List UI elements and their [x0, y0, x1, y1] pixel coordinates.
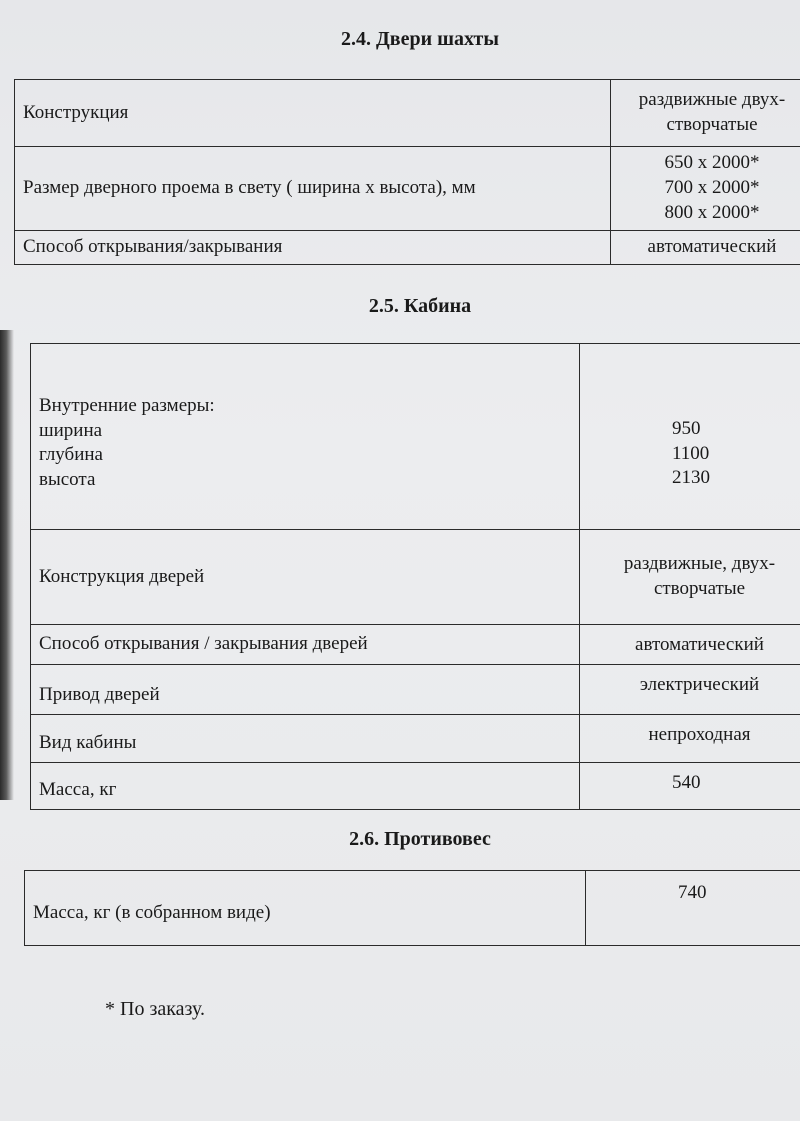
table-row — [31, 665, 800, 715]
row-value: 540 — [580, 763, 800, 810]
row-label: Способ открывания / закрывания дверей — [31, 625, 580, 665]
dimensions-label — [31, 344, 580, 530]
table-row — [15, 80, 800, 147]
table-row — [25, 871, 800, 946]
value-line: 1100 — [672, 442, 710, 464]
table-row — [15, 231, 800, 265]
label-line: ширина — [39, 419, 103, 441]
row-value: непроходная — [580, 715, 800, 763]
value-line: 800 х 2000* — [664, 201, 760, 223]
row-value: 740 — [586, 871, 800, 946]
table-row — [31, 763, 800, 810]
label-line: глубина — [39, 444, 103, 466]
row-value: автоматический — [611, 231, 800, 265]
row-label: Конструкция дверей — [31, 530, 580, 625]
row-label: Масса, кг — [31, 763, 580, 810]
table-row — [31, 530, 800, 625]
footnote: * По заказу. — [105, 998, 205, 1020]
section-title-counterweight: 2.6. Противовес — [349, 828, 491, 850]
table-row — [31, 715, 800, 763]
value-line: 950 — [672, 418, 701, 439]
shaft-doors-table — [14, 79, 800, 265]
table-row — [31, 625, 800, 665]
table-row — [31, 344, 800, 530]
row-label: Привод дверей — [31, 665, 580, 715]
value-line: 2130 — [672, 467, 710, 489]
row-value: электрический — [580, 665, 800, 715]
page-edge-shadow — [0, 330, 14, 800]
value-line: 650 х 2000* — [664, 152, 760, 174]
table-row — [15, 147, 800, 231]
cabin-table — [30, 343, 800, 810]
value-line: раздвижные, двух- — [623, 553, 776, 574]
row-label: Вид кабины — [31, 715, 580, 763]
label-line: высота — [39, 469, 96, 491]
row-label: Способ открывания/закрывания — [15, 231, 611, 265]
counterweight-table — [24, 870, 800, 946]
row-value — [611, 80, 800, 147]
section-title-shaft-doors: 2.4. Двери шахты — [341, 28, 499, 50]
value-line: раздвижные двух- — [638, 89, 786, 111]
value-line: створчатые — [653, 577, 746, 599]
label-line: Внутренние размеры: — [39, 395, 215, 416]
dimensions-values — [580, 344, 800, 530]
section-title-cabin: 2.5. Кабина — [368, 295, 472, 317]
row-label: Конструкция — [15, 80, 611, 147]
row-value — [611, 147, 800, 231]
row-value — [580, 530, 800, 625]
row-label: Размер дверного проема в свету ( ширина х высота), мм — [15, 147, 611, 231]
row-value: автоматический — [580, 625, 800, 665]
value-line: створчатые — [666, 114, 758, 135]
row-label: Масса, кг (в собранном виде) — [25, 871, 586, 946]
value-line: 700 х 2000* — [664, 177, 760, 199]
